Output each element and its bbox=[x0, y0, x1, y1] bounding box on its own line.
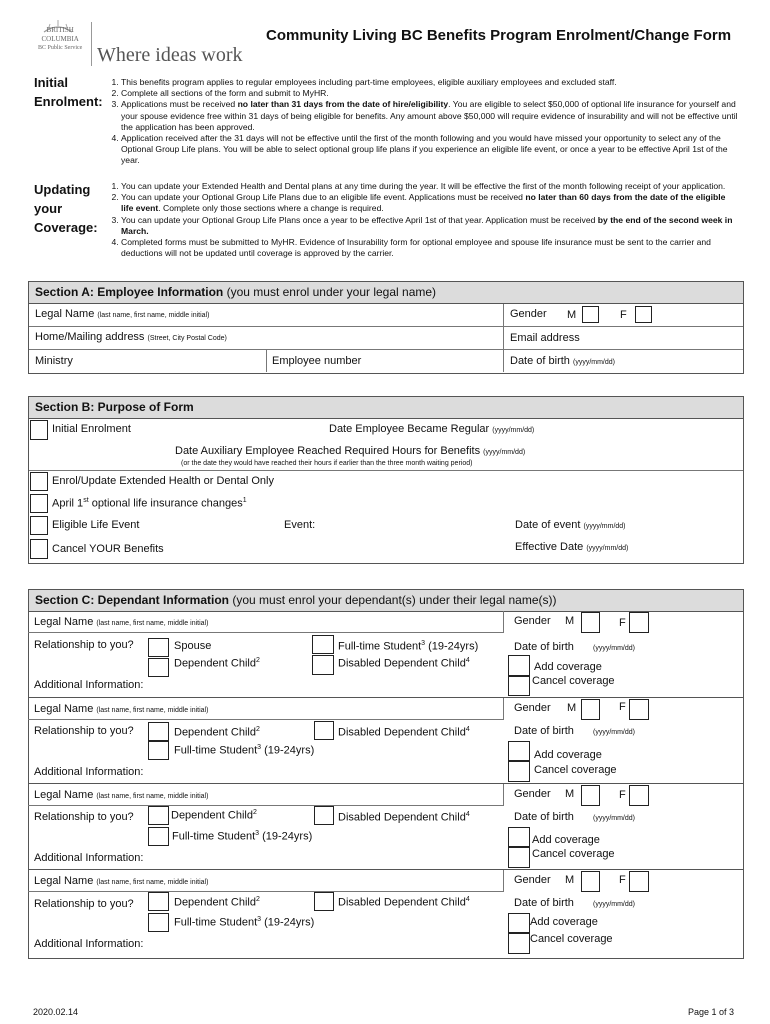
dependant-4-legal-name-field[interactable]: Legal Name (last name, first name, middle initial) bbox=[28, 870, 504, 892]
dependant-1-cancel-coverage-label: Cancel coverage bbox=[532, 675, 615, 687]
updating-item-1: 1. You can update your Extended Health and Dental plans at any time during the year. It will be effective the first of the month following receipt of your application. bbox=[121, 181, 740, 192]
dependant-4-dob-field[interactable]: Date of birth (yyyy/mm/dd) bbox=[514, 897, 635, 909]
dependant-4-fulltime-student-label: Full-time Student$^3$ (19-24yrs) bbox=[174, 916, 315, 929]
dependant-4-disabled-child-checkbox[interactable] bbox=[314, 892, 334, 911]
employee-gender-label: Gender bbox=[510, 308, 547, 320]
auxiliary-note: (or the date they would have reached their hours if earlier than the three month waiting period) bbox=[181, 460, 473, 467]
dependant-4-additional-info-field[interactable]: Additional Information: bbox=[34, 938, 144, 950]
dependant-3-additional-info-field[interactable]: Additional Information: bbox=[34, 852, 144, 864]
dependant-2-gender-m-checkbox[interactable] bbox=[581, 699, 600, 720]
dependant-3-gender-label: Gender bbox=[514, 788, 551, 800]
dependant-2-additional-info-field[interactable]: Additional Information: bbox=[34, 766, 144, 778]
form-title: Community Living BC Benefits Program Enrolment/Change Form bbox=[266, 27, 732, 44]
employee-email-field[interactable]: Email address bbox=[510, 332, 580, 344]
dependant-2-fulltime-student-label: Full-time Student$^3$ (19-24yrs) bbox=[174, 744, 315, 757]
dependant-2-dob-field[interactable]: Date of birth (yyyy/mm/dd) bbox=[514, 725, 635, 737]
dependant-4-relationship-label: Relationship to you? bbox=[34, 898, 134, 910]
dependant-3-fulltime-student-checkbox[interactable] bbox=[148, 827, 169, 846]
dependant-1-fulltime-student-checkbox[interactable] bbox=[312, 635, 334, 654]
dependant-1-gender-f-checkbox[interactable] bbox=[629, 612, 649, 633]
section-b-divider-1 bbox=[29, 470, 743, 471]
dependant-1-dob-field[interactable]: Date of birth (yyyy/mm/dd) bbox=[514, 641, 635, 653]
dependant-3-gender-m-label: M bbox=[565, 788, 575, 800]
dependant-2-add-coverage-label: Add coverage bbox=[534, 749, 602, 761]
dependant-2-dependent-child-label: Dependent Child$^2$ bbox=[174, 726, 260, 739]
april-life-insurance-checkbox[interactable] bbox=[30, 494, 48, 513]
enrol-update-extended-checkbox[interactable] bbox=[30, 472, 48, 491]
eligible-life-event-checkbox[interactable] bbox=[30, 516, 48, 535]
employee-legal-name-field[interactable]: Legal Name (last name, first name, middle initial) bbox=[29, 304, 504, 326]
dependant-3-gender-f-checkbox[interactable] bbox=[629, 785, 649, 806]
dependant-4-gender-label: Gender bbox=[514, 874, 551, 886]
dependant-1-gender-m-label: M bbox=[565, 615, 575, 627]
dependant-2-cancel-coverage-label: Cancel coverage bbox=[534, 764, 617, 776]
dependant-1-cancel-coverage-checkbox[interactable] bbox=[508, 676, 530, 696]
section-a-header: Section A: Employee Information (you must enrol under your legal name) bbox=[29, 282, 743, 304]
dependant-1-legal-name-field[interactable]: Legal Name (last name, first name, middle initial) bbox=[28, 611, 504, 633]
april-life-insurance-label: April 1st optional life insurance changes$^1$ bbox=[52, 497, 247, 510]
date-employee-regular-field[interactable]: Date Employee Became Regular (yyyy/mm/dd) bbox=[329, 423, 535, 435]
dependant-1-gender-m-checkbox[interactable] bbox=[581, 612, 600, 633]
dependant-2-relationship-label: Relationship to you? bbox=[34, 725, 134, 737]
dependant-4 bbox=[28, 870, 744, 956]
dependant-3-add-coverage-checkbox[interactable] bbox=[508, 827, 530, 847]
employee-gender-f-checkbox[interactable] bbox=[635, 306, 652, 323]
dependant-3-disabled-child-label: Disabled Dependent Child$^4$ bbox=[338, 811, 470, 824]
employee-gender-m-label: M bbox=[567, 309, 577, 321]
updating-item-2: 2. You can update your Optional Group Life Plans due to an eligible life event. Applications must be received no later than 60 days from the date of the eligible life event. Complete only those sections where a change is required. bbox=[121, 192, 740, 214]
dependant-2 bbox=[28, 698, 744, 784]
dependant-4-add-coverage-label: Add coverage bbox=[530, 916, 598, 928]
dependant-3 bbox=[28, 784, 744, 870]
dependant-4-cancel-coverage-label: Cancel coverage bbox=[530, 933, 613, 945]
dependant-4-cancel-coverage-checkbox[interactable] bbox=[508, 933, 530, 954]
updating-item-4: 4. Completed forms must be submitted to MyHR. Evidence of Insurability form for optional employee and spouse life insurance must be sent to the carrier and deductions will not be updated until coverage is approved by the carrier. bbox=[121, 237, 740, 259]
dependant-3-add-coverage-label: Add coverage bbox=[532, 834, 600, 846]
cancel-benefits-label: Cancel YOUR Benefits bbox=[52, 543, 164, 555]
logo-wordmark: BRITISH COLUMBIA BC Public Service bbox=[38, 26, 83, 51]
dependant-4-fulltime-student-checkbox[interactable] bbox=[148, 913, 169, 932]
dependant-1-spouse-checkbox[interactable] bbox=[148, 638, 169, 657]
effective-date-field[interactable]: Effective Date (yyyy/mm/dd) bbox=[515, 541, 629, 553]
dependant-1-gender-label: Gender bbox=[514, 615, 551, 627]
section-b-purpose-of-form bbox=[28, 396, 744, 564]
section-a-row-address bbox=[29, 327, 743, 350]
section-a-employee-information bbox=[28, 281, 744, 374]
date-of-event-field[interactable]: Date of event (yyyy/mm/dd) bbox=[515, 519, 626, 531]
dependant-2-gender-f-label: F bbox=[619, 701, 626, 713]
logo-slogan: Where ideas work bbox=[97, 44, 243, 66]
footer-page-number: Page 1 of 3 bbox=[688, 1007, 735, 1017]
dependant-1-relationship-label: Relationship to you? bbox=[34, 639, 134, 651]
initial-item-4: 4. Application received after the 31 days will not be effective until the first of the month following and you would have missed your opportunity to select any of the Optional Group Life plans. You will be able to select optional group life plans if you experience an eligible life event, or once a year to be effective April 1st of the year. bbox=[121, 133, 740, 167]
employee-gender-m-checkbox[interactable] bbox=[582, 306, 599, 323]
updating-coverage-list bbox=[108, 181, 740, 259]
dependant-2-gender-f-checkbox[interactable] bbox=[629, 699, 649, 720]
initial-enrolment-label: Initial Enrolment bbox=[52, 423, 131, 435]
dependant-4-gender-m-label: M bbox=[565, 874, 575, 886]
employee-gender-f-label: F bbox=[620, 309, 627, 321]
dependant-2-gender-m-label: M bbox=[567, 702, 577, 714]
dependant-4-dependent-child-checkbox[interactable] bbox=[148, 892, 169, 911]
dependant-2-disabled-child-label: Disabled Dependent Child$^4$ bbox=[338, 726, 470, 739]
dependant-3-disabled-child-checkbox[interactable] bbox=[314, 806, 334, 825]
dependant-1-dependent-child-checkbox[interactable] bbox=[148, 658, 169, 677]
dependant-1 bbox=[28, 611, 744, 698]
dependant-1-gender-f-label: F bbox=[619, 617, 626, 629]
dependant-2-gender-label: Gender bbox=[514, 702, 551, 714]
dependant-3-gender-f-label: F bbox=[619, 789, 626, 801]
initial-enrolment-list bbox=[108, 77, 740, 167]
dependant-1-spouse-label: Spouse bbox=[174, 640, 212, 652]
dependant-3-gender-m-checkbox[interactable] bbox=[581, 785, 600, 806]
dependant-1-disabled-child-checkbox[interactable] bbox=[312, 655, 334, 675]
dependant-1-fulltime-student-label: Full-time Student$^3$ (19-24yrs) bbox=[338, 640, 479, 653]
dependant-1-disabled-child-label: Disabled Dependent Child$^4$ bbox=[338, 657, 470, 670]
event-field[interactable]: Event: bbox=[284, 519, 316, 531]
dependant-1-dependent-child-label: Dependent Child$^2$ bbox=[174, 657, 260, 670]
section-b-header: Section B: Purpose of Form bbox=[29, 397, 743, 419]
enrol-update-extended-label: Enrol/Update Extended Health or Dental Only bbox=[52, 475, 274, 487]
dependant-3-dob-field[interactable]: Date of birth (yyyy/mm/dd) bbox=[514, 811, 635, 823]
dependant-2-add-coverage-checkbox[interactable] bbox=[508, 741, 530, 761]
updating-item-3: 3. You can update your Optional Group Life Plans once a year to be effective April 1st of that year. Application must be received by the end of the second week in March. bbox=[121, 215, 740, 237]
dependant-4-disabled-child-label: Disabled Dependent Child$^4$ bbox=[338, 896, 470, 909]
dependant-2-legal-name-field[interactable]: Legal Name (last name, first name, middle initial) bbox=[28, 698, 504, 720]
dependant-4-add-coverage-checkbox[interactable] bbox=[508, 913, 530, 933]
initial-item-2: 2. Complete all sections of the form and submit to MyHR. bbox=[121, 88, 740, 99]
dependant-3-dependent-child-label: Dependent Child$^2$ bbox=[171, 809, 257, 822]
initial-enrolment-heading: Initial Enrolment: bbox=[34, 75, 103, 109]
dependant-2-cancel-coverage-checkbox[interactable] bbox=[508, 761, 530, 782]
dependant-1-add-coverage-label: Add coverage bbox=[534, 661, 602, 673]
initial-item-1: 1. This benefits program applies to regular employees including part-time employees, eligible auxiliary employees and excluded staff. bbox=[121, 77, 740, 88]
dependant-2-dependent-child-checkbox[interactable] bbox=[148, 722, 169, 741]
footer-date: 2020.02.14 bbox=[33, 1007, 79, 1017]
dependant-2-fulltime-student-checkbox[interactable] bbox=[148, 741, 169, 760]
dependant-3-fulltime-student-label: Full-time Student$^3$ (19-24yrs) bbox=[172, 830, 313, 843]
employee-number-field[interactable]: Employee number bbox=[267, 350, 504, 372]
dependant-4-gender-m-checkbox[interactable] bbox=[581, 871, 600, 892]
dependant-3-cancel-coverage-label: Cancel coverage bbox=[532, 848, 615, 860]
dependant-4-dependent-child-label: Dependent Child$^2$ bbox=[174, 896, 260, 909]
initial-enrolment-checkbox[interactable] bbox=[30, 420, 48, 440]
section-c-header: Section C: Dependant Information (you must enrol your dependant(s) under their legal name(s)) bbox=[29, 590, 743, 612]
eligible-life-event-label: Eligible Life Event bbox=[52, 519, 140, 531]
dependant-3-cancel-coverage-checkbox[interactable] bbox=[508, 847, 530, 868]
dependant-3-relationship-label: Relationship to you? bbox=[34, 811, 134, 823]
initial-item-3: 3. Applications must be received no later than 31 days from the date of hire/eligibility. You are eligible to select $50,000 of optional life insurance for yourself and your spouse evidence free within 31 days of being eligible for benefits. Any amount above $50,000 will require evidence of insurability and will not be effective until the application has been approved. bbox=[121, 99, 740, 133]
dependant-2-disabled-child-checkbox[interactable] bbox=[314, 721, 334, 740]
employee-dob-field[interactable]: Date of birth (yyyy/mm/dd) bbox=[510, 355, 615, 367]
date-auxiliary-field[interactable]: Date Auxiliary Employee Reached Required Hours for Benefits (yyyy/mm/dd) bbox=[175, 445, 526, 457]
employee-ministry-field[interactable]: Ministry bbox=[29, 350, 267, 372]
dependant-4-gender-f-label: F bbox=[619, 874, 626, 886]
section-a-row-ministry bbox=[29, 350, 743, 372]
dependant-1-add-coverage-checkbox[interactable] bbox=[508, 655, 530, 676]
dependant-3-dependent-child-checkbox[interactable] bbox=[148, 806, 169, 825]
updating-coverage-heading: Updating your Coverage: bbox=[34, 182, 98, 235]
section-a-row-name bbox=[29, 304, 743, 327]
dependant-1-additional-info-field[interactable]: Additional Information: bbox=[34, 679, 144, 691]
dependant-4-gender-f-checkbox[interactable] bbox=[629, 871, 649, 892]
dependant-3-legal-name-field[interactable]: Legal Name (last name, first name, middle initial) bbox=[28, 784, 504, 806]
cancel-benefits-checkbox[interactable] bbox=[30, 539, 48, 559]
employee-address-field[interactable]: Home/Mailing address (Street, City Postal Code) bbox=[29, 327, 504, 349]
logo-divider bbox=[91, 22, 92, 66]
